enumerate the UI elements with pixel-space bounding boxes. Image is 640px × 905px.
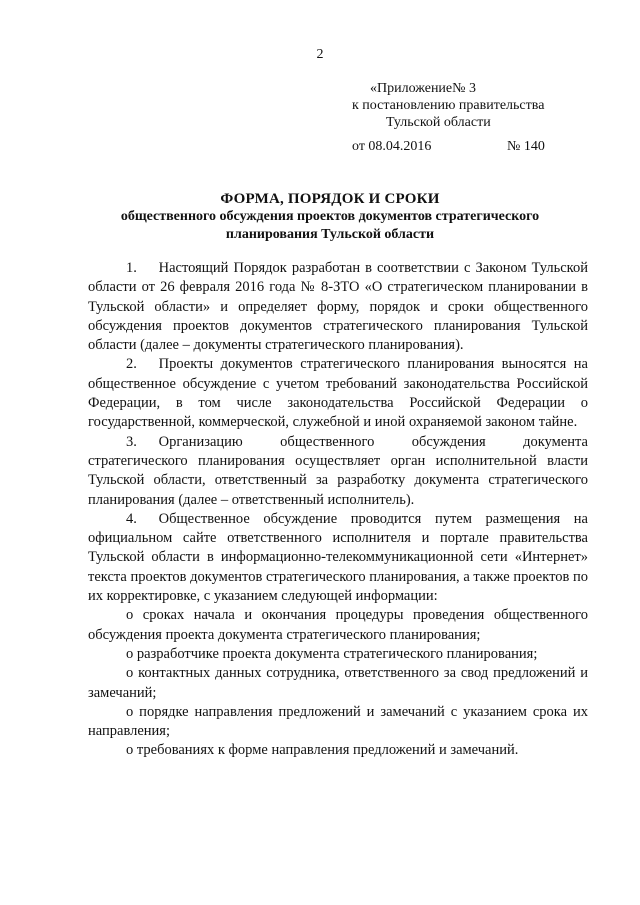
- appendix-line-2: к постановлению правительства: [352, 98, 545, 113]
- appendix-header: [352, 80, 572, 131]
- appendix-line-3: Тульской области: [386, 115, 491, 130]
- info-item-form-requirements: о требованиях к форме направления предложений и замечаний.: [126, 742, 519, 759]
- info-item-submission-order: о порядке направления предложений и замечаний с указанием срока их направления;: [88, 703, 588, 740]
- decree-date: от 08.04.2016: [352, 139, 432, 154]
- appendix-line-1: «Приложение№ 3: [370, 81, 476, 96]
- paragraph-3: 3. Организацию общественного обсуждения документа стратегического планирования осуществляет орган исполнительной власти Тульской области, ответственный за разработку документа стратегического планирования (далее – ответственный исполнитель).: [88, 433, 588, 508]
- document-title: [90, 190, 570, 244]
- info-item-contacts: о контактных данных сотрудника, ответственного за свод предложений и замечаний;: [88, 665, 588, 701]
- document-body: [88, 259, 588, 761]
- title-subtitle-line-2: планирования Тульской области: [225, 227, 435, 242]
- title-main: ФОРМА, ПОРЯДОК И СРОКИ: [220, 191, 440, 207]
- info-item-developer: о разработчике проекта документа стратегического планирования;: [126, 645, 538, 662]
- info-item-deadlines: о сроках начала и окончания процедуры проведения общественного обсуждения проекта документа стратегического планирования;: [88, 607, 588, 643]
- page-number: 2: [316, 47, 324, 62]
- paragraph-1: 1. Настоящий Порядок разработан в соответствии с Законом Тульской области от 26 февраля 2016 года № 8-ЗТО «О стратегическом планировании в Тульской области» и определяет форму, порядок и сроки общественного обсуждения проектов документов стратегического планирования Тульской области (далее – документы стратегического планирования).: [88, 260, 588, 354]
- paragraph-4: 4. Общественное обсуждение проводится путем размещения на официальном сайте ответственного исполнителя и портале правительства Тульской области в информационно-телекоммуникационной сети «Интернет» текста проектов документов стратегического планирования, а также проектов по их корректировке, с указанием следующей информации:: [88, 510, 588, 605]
- title-subtitle-line-1: общественного обсуждения проектов документов стратегического: [120, 209, 540, 224]
- paragraph-2: 2. Проекты документов стратегического планирования выносятся на общественное обсуждение с учетом требований законодательства Российской Федерации, в том числе законодательства Российской Федерации о государственной, коммерческой, служебной и иной охраняемой законом тайне.: [88, 356, 588, 431]
- decree-reference: [352, 138, 552, 155]
- decree-number: № 140: [507, 139, 545, 154]
